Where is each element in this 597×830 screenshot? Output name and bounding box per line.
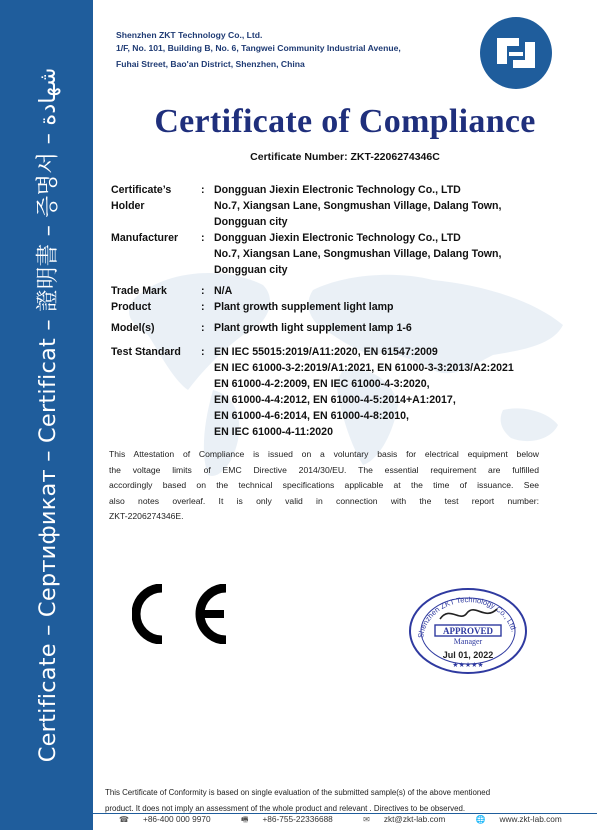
footer-contacts bbox=[119, 814, 590, 828]
manufacturer-line-2: No.7, Xiangsan Lane, Songmushan Village, Dalang Town, bbox=[214, 248, 502, 260]
issuer-name: Shenzhen ZKT Technology Co., Ltd. bbox=[116, 30, 263, 40]
certificate-number: Certificate Number: ZKT-2206274346C bbox=[250, 151, 440, 163]
side-band bbox=[0, 0, 93, 830]
holder-label-line2: Holder bbox=[111, 200, 145, 212]
stamp-stars-icon: ★★★★★ bbox=[452, 661, 484, 669]
holder-colon: : bbox=[201, 184, 205, 196]
test-standard-line-6: EN IEC 61000-4-11:2020 bbox=[214, 426, 333, 438]
manufacturer-line-3: Dongguan city bbox=[214, 264, 288, 276]
attestation-line-2: the voltage limits of EMC Directive 2014/30/EU. The essential requirement are fulfilled bbox=[109, 464, 539, 475]
manufacturer-line-1: Dongguan Jiexin Electronic Technology Co., LTD bbox=[214, 232, 461, 244]
attestation-paragraph bbox=[109, 447, 539, 525]
fax-icon: 🖷 bbox=[240, 815, 249, 824]
holder-line-3: Dongguan city bbox=[214, 216, 288, 228]
certificate-title: Certificate of Compliance bbox=[154, 103, 536, 140]
stamp-date-text: Jul 01, 2022 bbox=[442, 650, 494, 660]
test-standard-label: Test Standard bbox=[111, 346, 181, 358]
test-standard-colon: : bbox=[201, 346, 205, 358]
issuer-address-line1: 1/F, No. 101, Building B, No. 6, Tangwei Community Industrial Avenue, bbox=[116, 43, 401, 53]
stamp-role-text: Manager bbox=[453, 637, 483, 646]
holder-line-2: No.7, Xiangsan Lane, Songmushan Village, Dalang Town, bbox=[214, 200, 502, 212]
models-label: Model(s) bbox=[111, 322, 155, 334]
footer-fax: +86-755-22336688 bbox=[262, 814, 333, 824]
models-colon: : bbox=[201, 322, 205, 334]
test-standard-line-3: EN 61000-4-2:2009, EN IEC 61000-4-3:2020, bbox=[214, 378, 430, 390]
attestation-line-4: also notes overleaf. It is only valid in connection with the test report number: bbox=[109, 495, 539, 506]
models-value: Plant growth light supplement lamp 1-6 bbox=[214, 322, 412, 334]
manufacturer-colon: : bbox=[201, 232, 205, 244]
attestation-line-1: This Attestation of Compliance is issued on a voluntary basis for electrical equipment below bbox=[109, 449, 539, 459]
stamp-approved-text: APPROVED bbox=[443, 626, 493, 636]
phone-icon: ☎ bbox=[119, 815, 129, 824]
zkt-logo-icon bbox=[479, 16, 553, 90]
side-band-text: Certificate – Сертификат – Certificat – 證明書 – 증명서 – شهادة bbox=[35, 67, 61, 763]
manufacturer-label: Manufacturer bbox=[111, 232, 179, 244]
test-standard-line-1: EN IEC 55015:2019/A11:2020, EN 61547:2009 bbox=[214, 346, 438, 358]
test-standard-line-5: EN 61000-4-6:2014, EN 61000-4-8:2010, bbox=[214, 410, 409, 422]
trade-mark-label: Trade Mark bbox=[111, 285, 167, 297]
stamp-company-text: Shenzhen ZKT Technology Co., Ltd. bbox=[416, 595, 519, 639]
footer-phone: +86-400 000 9970 bbox=[142, 814, 211, 824]
issuer-address-line2: Fuhai Street, Bao'an District, Shenzhen, China bbox=[116, 59, 305, 69]
holder-label-line1: Certificate’s bbox=[111, 184, 172, 196]
product-label: Product bbox=[111, 301, 152, 313]
attestation-line-5: ZKT-2206274346E. bbox=[109, 511, 184, 522]
footer-note-line1: This Certificate of Conformity is based on single evaluation of the submitted sample(s) of the above mentioned bbox=[105, 788, 491, 797]
attestation-line-3: accordingly based on the technical specifications applicable at the time of issuance. See bbox=[109, 480, 539, 491]
email-icon: ✉ bbox=[363, 815, 370, 824]
globe-icon: 🌐 bbox=[475, 815, 486, 824]
footer-email: zkt@zkt-lab.com bbox=[383, 814, 446, 824]
footer-website: www.zkt-lab.com bbox=[499, 814, 562, 824]
ce-mark-icon bbox=[132, 584, 236, 644]
approval-stamp-icon bbox=[405, 583, 530, 675]
product-colon: : bbox=[201, 301, 205, 313]
trade-mark-value: N/A bbox=[214, 285, 233, 297]
test-standard-line-2: EN IEC 61000-3-2:2019/A1:2021, EN 61000-3-3:2013/A2:2021 bbox=[214, 362, 514, 374]
trade-mark-colon: : bbox=[201, 285, 205, 297]
test-standard-line-4: EN 61000-4-4:2012, EN 61000-4-5:2014+A1:2017, bbox=[214, 394, 456, 406]
footer-note-line2: product. It does not imply an assessment of the whole product and relevant . Directives to be observed. bbox=[105, 804, 466, 813]
holder-line-1: Dongguan Jiexin Electronic Technology Co., LTD bbox=[214, 184, 461, 196]
product-value: Plant growth supplement light lamp bbox=[214, 301, 394, 313]
